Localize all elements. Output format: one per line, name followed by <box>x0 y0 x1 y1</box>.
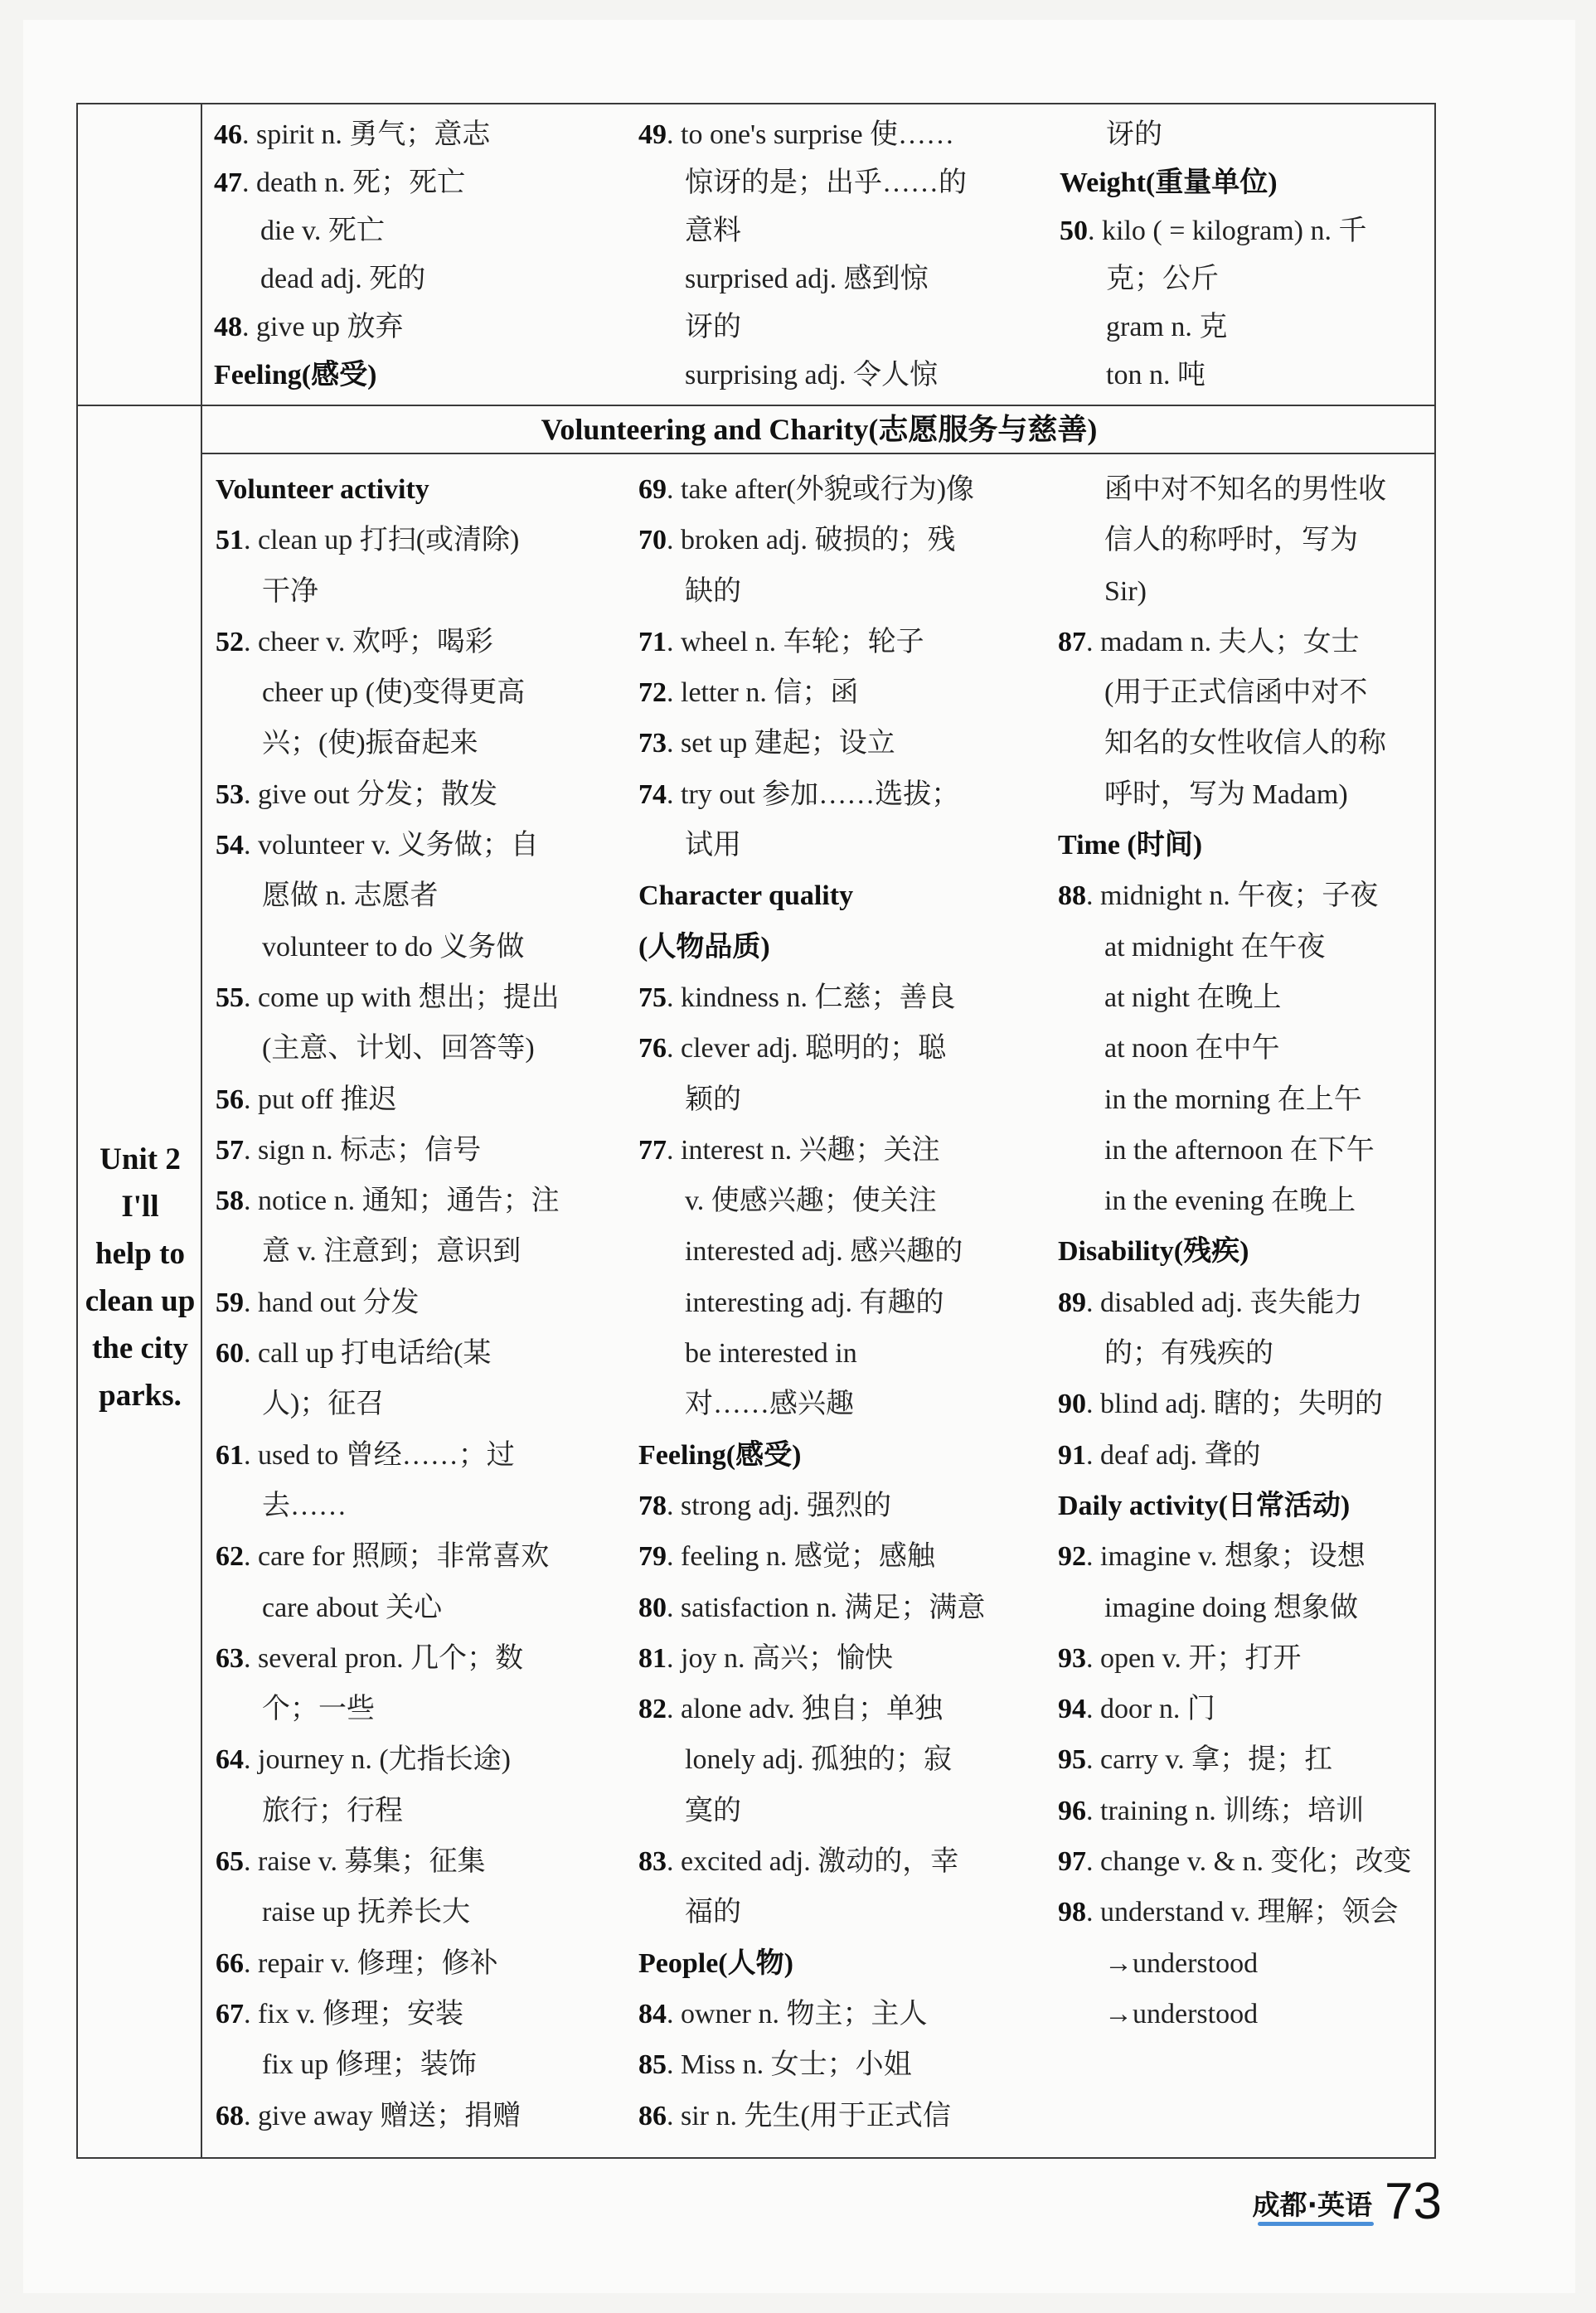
vocab-entry-continuation <box>216 1481 630 1531</box>
entry-number: 94 <box>1058 1694 1086 1725</box>
vocab-entry-continuation <box>214 255 628 303</box>
entry-text: 的；有残疾的 <box>1104 1338 1273 1370</box>
unit-label-line: Unit 2 <box>99 1142 181 1176</box>
entry-text: . sir n. 先生(用于正式信 <box>667 2100 951 2131</box>
vocab-entry-continuation <box>216 870 630 921</box>
entry-number: 55 <box>216 982 244 1013</box>
entry-number: 48 <box>214 312 242 342</box>
vocab-entry-continuation <box>1058 566 1433 617</box>
vocab-entry <box>1058 870 1433 921</box>
vocab-entry-continuation <box>1058 515 1433 565</box>
entry-number: 80 <box>638 1592 667 1623</box>
vocab-entry-continuation <box>638 1379 1045 1429</box>
vocab-entry <box>1058 617 1433 667</box>
vocab-entry-continuation <box>216 1583 630 1633</box>
entry-text: 个；一些 <box>262 1694 375 1725</box>
vocab-entry <box>1058 1836 1433 1887</box>
vocab-entry <box>1058 1684 1433 1734</box>
vocab-entry-continuation <box>1058 718 1433 769</box>
vocab-entry <box>638 1125 1045 1176</box>
vocab-entry <box>214 159 628 207</box>
unit-label-line: the city <box>91 1331 189 1365</box>
entry-number: 63 <box>216 1642 244 1674</box>
entry-number: 65 <box>216 1846 244 1878</box>
vocab-entry <box>216 1278 630 1328</box>
vocab-entry <box>638 464 1045 515</box>
entry-text: 函中对不知名的男性收 <box>1104 474 1386 505</box>
entry-text: →understood <box>1104 1998 1259 2029</box>
category-heading: Character quality <box>638 880 854 912</box>
vocab-entry-continuation <box>216 1379 630 1429</box>
entry-text: . sign n. 标志；信号 <box>244 1134 482 1166</box>
entry-text: 去…… <box>262 1490 347 1521</box>
vocab-entry-continuation <box>216 2039 630 2090</box>
entry-number: 58 <box>216 1186 244 1217</box>
entry-text: 福的 <box>685 1897 741 1928</box>
vocab-entry-continuation <box>1058 1989 1433 2039</box>
entry-text: 意料 <box>685 216 741 246</box>
entry-text: (用于正式信函中对不 <box>1104 677 1368 709</box>
entry-number: 72 <box>638 677 667 709</box>
vocab-entry <box>1058 1734 1433 1785</box>
vocab-entry <box>216 1328 630 1379</box>
entry-number: 54 <box>216 830 244 861</box>
vocab-entry-continuation <box>1058 1938 1433 1989</box>
vocab-entry <box>638 111 1045 159</box>
vocab-entry-continuation <box>216 1786 630 1836</box>
entry-text: . excited adj. 激动的，幸 <box>667 1846 959 1878</box>
vocab-entry <box>638 1531 1045 1582</box>
entry-text: 讶的 <box>685 312 741 342</box>
entry-text: . raise v. 募集；征集 <box>244 1846 486 1878</box>
unit-label-line: clean up <box>85 1284 196 1318</box>
category-heading: Daily activity(日常活动) <box>1058 1490 1351 1521</box>
unit-label-line: I'll <box>121 1190 159 1224</box>
vocab-entry <box>1058 1531 1433 1582</box>
entry-number: 70 <box>638 525 667 556</box>
entry-text: . madam n. 夫人；女士 <box>1086 626 1360 657</box>
entry-text: . death n. 死；死亡 <box>242 167 466 198</box>
entry-number: 90 <box>1058 1389 1086 1420</box>
entry-text: in the afternoon 在下午 <box>1104 1134 1375 1166</box>
entry-text: . to one's surprise 使…… <box>667 119 955 150</box>
entry-number: 87 <box>1058 626 1086 657</box>
entry-text: . take after(外貌或行为)像 <box>667 474 975 505</box>
entry-text: at midnight 在午夜 <box>1104 931 1326 963</box>
entry-text: . set up 建起；设立 <box>667 728 895 759</box>
vocab-entry <box>1058 1887 1433 1937</box>
vocab-entry <box>638 972 1045 1023</box>
vocab-entry <box>638 1836 1045 1887</box>
entry-text: volunteer to do 义务做 <box>262 931 525 963</box>
entry-text: be interested in <box>685 1338 857 1370</box>
vocab-entry <box>1060 207 1433 255</box>
entry-text: . change v. & n. 变化；改变 <box>1086 1846 1412 1878</box>
vocab-entry <box>1058 1633 1433 1684</box>
entry-text: . give up 放弃 <box>242 312 404 342</box>
entry-text: . spirit n. 勇气；意志 <box>242 119 491 150</box>
entry-number: 47 <box>214 167 242 198</box>
entry-text: in the evening 在晚上 <box>1104 1186 1356 1217</box>
vocab-entry-continuation <box>214 207 628 255</box>
vocab-entry-continuation <box>638 1887 1045 1937</box>
vocab-entry-continuation <box>216 718 630 769</box>
entry-text: . kindness n. 仁慈；善良 <box>667 982 956 1013</box>
vocab-entry-continuation <box>638 1786 1045 1836</box>
entry-number: 78 <box>638 1490 667 1521</box>
entry-text: . repair v. 修理；修补 <box>244 1947 498 1979</box>
entry-number: 62 <box>216 1541 244 1573</box>
entry-text: . owner n. 物主；主人 <box>667 1998 928 2029</box>
vocab-entry <box>216 1074 630 1125</box>
entry-text: . strong adj. 强烈的 <box>667 1490 892 1521</box>
entry-number: 77 <box>638 1134 667 1166</box>
entry-number: 69 <box>638 474 667 505</box>
entry-number: 91 <box>1058 1439 1086 1471</box>
entry-text: fix up 修理；装饰 <box>262 2049 477 2081</box>
vocab-entry-continuation <box>1058 1328 1433 1379</box>
vocab-entry <box>638 1583 1045 1633</box>
unit-column-divider <box>201 103 202 2159</box>
entry-text: . disabled adj. 丧失能力 <box>1086 1287 1363 1318</box>
entry-text: 寞的 <box>685 1795 741 1826</box>
entry-text: 对……感兴趣 <box>685 1389 854 1420</box>
vocab-entry <box>216 1633 630 1684</box>
entry-number: 74 <box>638 778 667 810</box>
vocab-entry-continuation <box>638 1734 1045 1785</box>
vocab-entry-continuation <box>638 1074 1045 1125</box>
entry-number: 64 <box>216 1744 244 1776</box>
entry-text: 干净 <box>262 575 318 607</box>
entry-text: . deaf adj. 聋的 <box>1086 1439 1261 1471</box>
vocab-entry <box>216 1938 630 1989</box>
entry-text: interesting adj. 有趣的 <box>685 1287 944 1318</box>
section-title: Volunteering and Charity(志愿服务与慈善) <box>541 413 1098 446</box>
entry-text: surprised adj. 感到惊 <box>685 264 929 294</box>
entry-text: . blind adj. 瞎的；失明的 <box>1086 1389 1383 1420</box>
vocab-entry-continuation <box>1058 1125 1433 1176</box>
top-column-1 <box>214 111 628 400</box>
entry-number: 98 <box>1058 1897 1086 1928</box>
entry-number: 57 <box>216 1134 244 1166</box>
entry-number: 83 <box>638 1846 667 1878</box>
top-column-2 <box>638 111 1045 400</box>
vocab-entry-continuation <box>1060 303 1433 352</box>
vocab-entry <box>638 2039 1045 2090</box>
entry-text: 兴；(使)振奋起来 <box>262 728 478 759</box>
entry-text: 讶的 <box>1106 119 1162 150</box>
entry-text: . notice n. 通知；通告；注 <box>244 1186 560 1217</box>
entry-number: 86 <box>638 2100 667 2131</box>
entry-number: 96 <box>1058 1795 1086 1826</box>
entry-number: 76 <box>638 1033 667 1064</box>
book-tag: 成都·英语 <box>1252 2189 1372 2221</box>
entry-text: . several pron. 几个；数 <box>244 1642 524 1674</box>
entry-text: Sir) <box>1104 575 1147 607</box>
vocab-entry <box>638 1633 1045 1684</box>
entry-text: . feeling n. 感觉；感触 <box>667 1541 935 1573</box>
vocab-entry-continuation <box>1058 769 1433 820</box>
entry-text: gram n. 克 <box>1106 312 1228 342</box>
vocab-entry-continuation <box>638 303 1045 352</box>
vocab-entry-continuation <box>1058 667 1433 718</box>
vocab-entry-continuation <box>1058 1074 1433 1125</box>
vocab-entry-continuation <box>1058 922 1433 972</box>
entry-text: care about 关心 <box>262 1592 443 1623</box>
entry-number: 67 <box>216 1998 244 2029</box>
entry-text: 试用 <box>685 830 741 861</box>
vocab-entry <box>638 515 1045 565</box>
top-column-3 <box>1060 111 1433 400</box>
vocab-entry-continuation <box>216 1226 630 1277</box>
entry-text: . satisfaction n. 满足；满意 <box>667 1592 986 1623</box>
entry-number: 52 <box>216 626 244 657</box>
entry-number: 61 <box>216 1439 244 1471</box>
entry-text: →understood <box>1104 1947 1259 1979</box>
entry-text: . interest n. 兴趣；关注 <box>667 1134 940 1166</box>
vocab-entry <box>638 769 1045 820</box>
entry-text: . give out 分发；散发 <box>244 778 497 810</box>
entry-number: 97 <box>1058 1846 1086 1878</box>
vocab-entry <box>216 1125 630 1176</box>
entry-number: 88 <box>1058 880 1086 912</box>
vocab-entry-continuation <box>1058 1583 1433 1633</box>
entry-text: . come up with 想出；提出 <box>244 982 560 1013</box>
entry-number: 79 <box>638 1541 667 1573</box>
entry-text: die v. 死亡 <box>260 216 385 246</box>
vocab-entry <box>638 617 1045 667</box>
entry-text: . letter n. 信；函 <box>667 677 859 709</box>
entry-number: 51 <box>216 525 244 556</box>
vocab-entry-continuation <box>216 922 630 972</box>
entry-text: 呼时，写为 Madam) <box>1104 778 1348 810</box>
vocab-entry <box>216 769 630 820</box>
entry-text: 意 v. 注意到；意识到 <box>262 1236 521 1268</box>
vocab-entry <box>638 1023 1045 1074</box>
bottom-column-3 <box>1058 464 1433 2039</box>
vocab-entry <box>216 1430 630 1481</box>
title-row-divider <box>201 453 1436 454</box>
vocab-entry-continuation <box>638 207 1045 255</box>
entry-number: 81 <box>638 1642 667 1674</box>
entry-text: . cheer v. 欢呼；喝彩 <box>244 626 493 657</box>
entry-text: at noon 在中午 <box>1104 1033 1280 1064</box>
entry-text: . training n. 训练；培训 <box>1086 1795 1365 1826</box>
entry-text: ton n. 吨 <box>1106 360 1205 390</box>
category-heading: Weight(重量单位) <box>1060 167 1278 198</box>
entry-text: at night 在晚上 <box>1104 982 1282 1013</box>
vocab-entry-continuation <box>1060 111 1433 159</box>
entry-text: 人)；征召 <box>262 1389 385 1420</box>
category-heading: (人物品质) <box>638 931 770 963</box>
entry-text: . Miss n. 女士；小姐 <box>667 2049 912 2081</box>
entry-text: . midnight n. 午夜；子夜 <box>1086 880 1379 912</box>
vocab-entry <box>214 303 628 352</box>
entry-text: . understand v. 理解；领会 <box>1086 1897 1399 1928</box>
vocab-entry-continuation <box>1060 255 1433 303</box>
entry-text: (主意、计划、回答等) <box>262 1033 535 1064</box>
entry-text: cheer up (使)变得更高 <box>262 677 526 709</box>
vocab-entry <box>216 972 630 1023</box>
vocab-entry <box>216 1734 630 1785</box>
vocab-entry <box>1058 1379 1433 1429</box>
entry-text: . carry v. 拿；提；扛 <box>1086 1744 1333 1776</box>
unit-label-line: help to <box>95 1237 185 1271</box>
entry-number: 66 <box>216 1947 244 1979</box>
vocab-entry <box>638 1684 1045 1734</box>
entry-text: . joy n. 高兴；愉快 <box>667 1642 893 1674</box>
entry-text: . kilo ( = kilogram) n. 千 <box>1088 216 1367 246</box>
entry-text: 缺的 <box>685 575 741 607</box>
entry-text: interested adj. 感兴趣的 <box>685 1236 963 1268</box>
vocab-entry <box>638 718 1045 769</box>
entry-text: . give away 赠送；捐赠 <box>244 2100 521 2131</box>
vocab-entry-continuation <box>638 1328 1045 1379</box>
vocab-entry <box>1058 1430 1433 1481</box>
entry-text: . volunteer v. 义务做；自 <box>244 830 539 861</box>
entry-text: 知名的女性收信人的称 <box>1104 728 1386 759</box>
category-heading: Time (时间) <box>1058 830 1203 861</box>
page-number: 73 <box>1385 2173 1442 2230</box>
category-heading: Feeling(感受) <box>214 360 377 390</box>
vocab-entry-continuation <box>1060 352 1433 400</box>
entry-text: imagine doing 想象做 <box>1104 1592 1358 1623</box>
vocab-entry-continuation <box>638 1278 1045 1328</box>
entry-text: . open v. 开；打开 <box>1086 1642 1302 1674</box>
vocab-entry <box>638 1989 1045 2039</box>
vocab-entry <box>216 820 630 870</box>
entry-text: . alone adv. 独自；单独 <box>667 1694 944 1725</box>
bottom-column-1 <box>216 464 630 2141</box>
entry-text: 惊讶的是；出乎……的 <box>685 167 967 198</box>
entry-number: 68 <box>216 2100 244 2131</box>
vocab-entry <box>638 1481 1045 1531</box>
entry-text: 克；公斤 <box>1106 264 1219 294</box>
entry-number: 93 <box>1058 1642 1086 1674</box>
entry-text: . door n. 门 <box>1086 1694 1215 1725</box>
vocab-entry <box>216 1531 630 1582</box>
entry-number: 53 <box>216 778 244 810</box>
vocab-entry <box>216 2091 630 2141</box>
entry-text: 颖的 <box>685 1084 741 1115</box>
unit-label-line: parks. <box>99 1379 182 1413</box>
vocab-entry-continuation <box>1058 1176 1433 1226</box>
vocab-entry <box>214 111 628 159</box>
vocab-entry <box>1058 1786 1433 1836</box>
entry-text: . clever adj. 聪明的；聪 <box>667 1033 947 1064</box>
vocab-entry-continuation <box>638 1176 1045 1226</box>
vocab-entry <box>216 617 630 667</box>
entry-text: dead adj. 死的 <box>260 264 426 294</box>
vocab-entry-continuation <box>638 566 1045 617</box>
vocab-entry <box>216 515 630 565</box>
vocab-entry-continuation <box>638 352 1045 400</box>
vocab-entry-continuation <box>1058 1023 1433 1074</box>
entry-text: . hand out 分发 <box>244 1287 420 1318</box>
entry-text: in the morning 在上午 <box>1104 1084 1362 1115</box>
entry-text: . clean up 打扫(或清除) <box>244 525 520 556</box>
entry-text: surprising adj. 令人惊 <box>685 360 939 390</box>
vocab-entry <box>638 667 1045 718</box>
vocab-entry-continuation <box>638 1226 1045 1277</box>
entry-number: 85 <box>638 2049 667 2081</box>
entry-number: 50 <box>1060 216 1088 246</box>
vocab-entry <box>216 1836 630 1887</box>
bottom-column-2 <box>638 464 1045 2141</box>
entry-text: 愿做 n. 志愿者 <box>262 880 439 912</box>
unit-label <box>80 1136 201 1419</box>
entry-text: . imagine v. 想象；设想 <box>1086 1541 1366 1573</box>
entry-text: . call up 打电话给(某 <box>244 1338 492 1370</box>
entry-text: . try out 参加……选拔； <box>667 778 960 810</box>
category-heading: Volunteer activity <box>216 474 429 505</box>
category-heading: Disability(残疾) <box>1058 1236 1249 1268</box>
vocab-entry-continuation <box>638 255 1045 303</box>
entry-text: lonely adj. 孤独的；寂 <box>685 1744 953 1776</box>
entry-number: 49 <box>638 119 667 150</box>
vocab-entry-continuation <box>1058 972 1433 1023</box>
entry-text: . fix v. 修理；安装 <box>244 1998 464 2029</box>
entry-text: . journey n. (尤指长途) <box>244 1744 512 1776</box>
entry-number: 56 <box>216 1084 244 1115</box>
entry-number: 92 <box>1058 1541 1086 1573</box>
entry-text: . broken adj. 破损的；残 <box>667 525 956 556</box>
vocab-entry-continuation <box>216 1684 630 1734</box>
vocab-entry-continuation <box>216 667 630 718</box>
vocab-entry-continuation <box>216 1023 630 1074</box>
entry-number: 46 <box>214 119 242 150</box>
vocab-entry-continuation <box>216 566 630 617</box>
vocab-entry-continuation <box>638 820 1045 870</box>
entry-text: . used to 曾经……；过 <box>244 1439 515 1471</box>
entry-number: 89 <box>1058 1287 1086 1318</box>
category-heading: Feeling(感受) <box>638 1439 802 1471</box>
book-tag-underline <box>1258 2222 1374 2226</box>
vocab-entry-continuation <box>1058 464 1433 515</box>
vocab-entry <box>216 1176 630 1226</box>
vocab-entry <box>216 1989 630 2039</box>
entry-number: 82 <box>638 1694 667 1725</box>
entry-number: 60 <box>216 1338 244 1370</box>
entry-text: 旅行；行程 <box>262 1795 403 1826</box>
vocab-entry-continuation <box>216 1887 630 1937</box>
vocab-entry-continuation <box>638 159 1045 207</box>
vocab-entry <box>1058 1278 1433 1328</box>
category-heading: People(人物) <box>638 1947 793 1979</box>
entry-number: 75 <box>638 982 667 1013</box>
entry-text: . care for 照顾；非常喜欢 <box>244 1541 550 1573</box>
entry-number: 71 <box>638 626 667 657</box>
entry-text: . put off 推迟 <box>244 1084 397 1115</box>
entry-number: 84 <box>638 1998 667 2029</box>
entry-number: 73 <box>638 728 667 759</box>
entry-text: . wheel n. 车轮；轮子 <box>667 626 924 657</box>
entry-text: raise up 抚养长大 <box>262 1897 471 1928</box>
vocab-entry <box>638 2091 1045 2141</box>
entry-number: 59 <box>216 1287 244 1318</box>
entry-number: 95 <box>1058 1744 1086 1776</box>
entry-text: v. 使感兴趣；使关注 <box>685 1186 937 1217</box>
entry-text: 信人的称呼时，写为 <box>1104 525 1358 556</box>
